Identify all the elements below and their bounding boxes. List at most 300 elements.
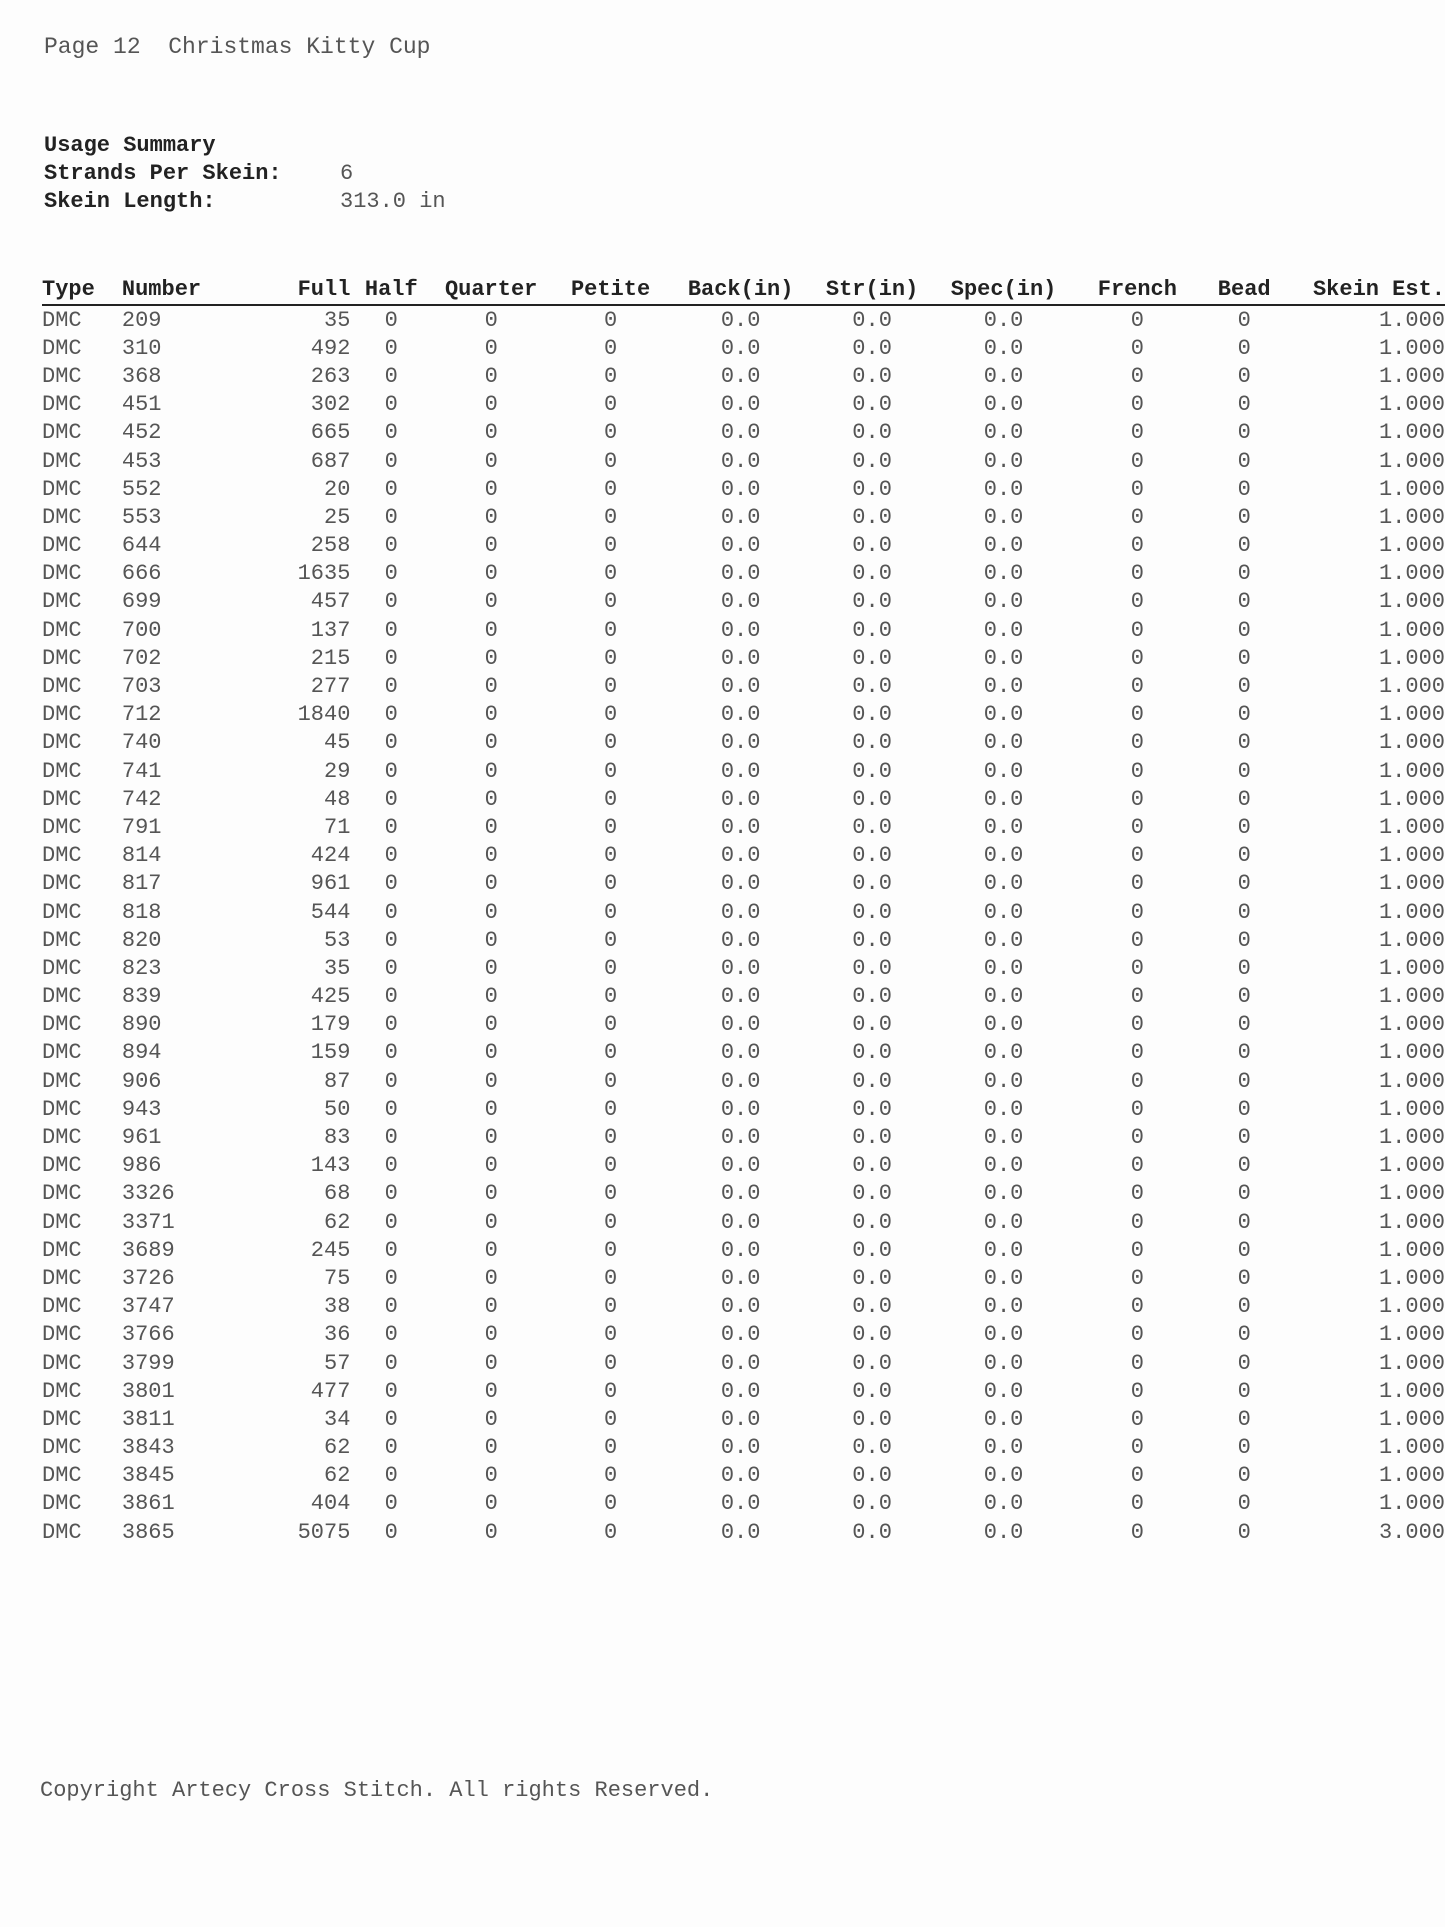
- cell-type: DMC: [42, 1406, 82, 1432]
- cell-skein-est: 1.000: [1378, 814, 1445, 840]
- cell-type: DMC: [42, 363, 82, 389]
- cell-number: 820: [121, 927, 162, 953]
- table-row: [42, 1405, 1445, 1433]
- cell-back: 0.0: [720, 1096, 761, 1122]
- cell-str: 0.0: [852, 1012, 892, 1038]
- cell-number: 700: [121, 617, 162, 643]
- cell-type: DMC: [42, 1096, 82, 1122]
- cell-full: 215: [310, 645, 351, 671]
- cell-bead: 0: [1237, 814, 1251, 840]
- usage-summary: [44, 132, 446, 216]
- cell-petite: 0: [603, 533, 618, 559]
- cell-str: 0.0: [852, 871, 892, 897]
- cell-spec: 0.0: [983, 1265, 1024, 1291]
- cell-number: 712: [121, 702, 162, 728]
- cell-skein-est: 1.000: [1378, 1181, 1445, 1207]
- col-header-petite: Petite: [550, 274, 671, 305]
- cell-skein-est: 1.000: [1378, 363, 1445, 389]
- table-row: [42, 334, 1445, 362]
- cell-petite: 0: [603, 1068, 618, 1094]
- cell-bead: 0: [1237, 1209, 1251, 1235]
- table-row: [42, 419, 1445, 447]
- cell-back: 0.0: [720, 1153, 761, 1179]
- cell-half: 0: [384, 1350, 398, 1376]
- cell-full: 687: [310, 448, 351, 474]
- cell-back: 0.0: [720, 448, 761, 474]
- copyright-footer: Copyright Artecy Cross Stitch. All rights Reserved.: [40, 1778, 714, 1803]
- cell-type: DMC: [42, 1294, 82, 1320]
- cell-french: 0: [1130, 674, 1144, 700]
- cell-skein-est: 1.000: [1378, 1125, 1445, 1151]
- cell-number: 894: [121, 1040, 162, 1066]
- cell-petite: 0: [603, 1294, 618, 1320]
- cell-full: 179: [310, 1012, 351, 1038]
- cell-petite: 0: [603, 448, 618, 474]
- cell-french: 0: [1130, 730, 1144, 756]
- cell-petite: 0: [603, 589, 618, 615]
- cell-skein-est: 1.000: [1378, 1350, 1445, 1376]
- cell-full: 263: [310, 363, 351, 389]
- cell-type: DMC: [42, 392, 82, 418]
- cell-full: 492: [310, 335, 351, 361]
- cell-half: 0: [384, 984, 398, 1010]
- cell-back: 0.0: [720, 1322, 761, 1348]
- cell-skein-est: 1.000: [1378, 1209, 1445, 1235]
- cell-petite: 0: [603, 392, 618, 418]
- cell-half: 0: [384, 1519, 398, 1545]
- cell-bead: 0: [1237, 674, 1251, 700]
- cell-skein-est: 1.000: [1378, 1265, 1445, 1291]
- cell-french: 0: [1130, 1153, 1144, 1179]
- cell-spec: 0.0: [983, 843, 1024, 869]
- cell-skein-est: 1.000: [1378, 1068, 1445, 1094]
- cell-half: 0: [384, 786, 398, 812]
- cell-petite: 0: [603, 674, 618, 700]
- cell-back: 0.0: [720, 1125, 761, 1151]
- cell-spec: 0.0: [983, 1209, 1024, 1235]
- cell-quarter: 0: [484, 1237, 498, 1263]
- cell-back: 0.0: [720, 363, 761, 389]
- cell-str: 0.0: [852, 786, 892, 812]
- cell-number: 839: [121, 984, 162, 1010]
- cell-skein-est: 1.000: [1378, 561, 1445, 587]
- cell-number: 3689: [121, 1237, 175, 1263]
- strands-value: 6: [340, 161, 354, 186]
- cell-skein-est: 1.000: [1378, 448, 1445, 474]
- cell-type: DMC: [42, 786, 82, 812]
- cell-str: 0.0: [852, 645, 892, 671]
- table-row: [42, 1067, 1445, 1095]
- cell-petite: 0: [603, 984, 618, 1010]
- col-header-spec: Spec(in): [934, 274, 1073, 305]
- table-row: [42, 475, 1445, 503]
- cell-bead: 0: [1237, 955, 1251, 981]
- cell-spec: 0.0: [983, 1237, 1024, 1263]
- cell-back: 0.0: [720, 1435, 761, 1461]
- cell-skein-est: 1.000: [1378, 1463, 1445, 1489]
- cell-back: 0.0: [720, 1378, 761, 1404]
- cell-petite: 0: [603, 1519, 618, 1545]
- cell-french: 0: [1130, 476, 1144, 502]
- document-title: Christmas Kitty Cup: [168, 34, 431, 60]
- col-header-number: Number: [122, 274, 228, 305]
- table-row: [42, 1039, 1445, 1067]
- table-row: [42, 1152, 1445, 1180]
- table-row: [42, 532, 1445, 560]
- cell-bead: 0: [1237, 1012, 1251, 1038]
- cell-type: DMC: [42, 617, 82, 643]
- cell-french: 0: [1130, 1040, 1144, 1066]
- cell-half: 0: [384, 1012, 398, 1038]
- cell-french: 0: [1130, 1350, 1144, 1376]
- cell-number: 3845: [121, 1463, 175, 1489]
- cell-skein-est: 1.000: [1378, 645, 1445, 671]
- cell-petite: 0: [603, 335, 618, 361]
- cell-skein-est: 1.000: [1378, 1096, 1445, 1122]
- cell-half: 0: [384, 1378, 398, 1404]
- cell-half: 0: [384, 814, 398, 840]
- cell-skein-est: 1.000: [1378, 420, 1445, 446]
- cell-spec: 0.0: [983, 786, 1024, 812]
- cell-french: 0: [1130, 814, 1144, 840]
- cell-french: 0: [1130, 1378, 1144, 1404]
- cell-half: 0: [384, 420, 398, 446]
- cell-spec: 0.0: [983, 448, 1024, 474]
- cell-str: 0.0: [852, 927, 892, 953]
- cell-quarter: 0: [484, 1209, 498, 1235]
- cell-back: 0.0: [720, 1237, 761, 1263]
- cell-back: 0.0: [720, 674, 761, 700]
- table-row: [42, 870, 1445, 898]
- cell-skein-est: 1.000: [1378, 674, 1445, 700]
- table-row: [42, 1490, 1445, 1518]
- cell-spec: 0.0: [983, 1519, 1024, 1545]
- table-row: [42, 1180, 1445, 1208]
- cell-petite: 0: [603, 1491, 618, 1517]
- cell-bead: 0: [1237, 1322, 1251, 1348]
- cell-french: 0: [1130, 758, 1144, 784]
- cell-str: 0.0: [852, 476, 892, 502]
- cell-french: 0: [1130, 1294, 1144, 1320]
- cell-bead: 0: [1237, 927, 1251, 953]
- cell-str: 0.0: [852, 843, 892, 869]
- cell-half: 0: [384, 955, 398, 981]
- summary-title: Usage Summary: [44, 133, 216, 158]
- cell-bead: 0: [1237, 617, 1251, 643]
- cell-half: 0: [384, 533, 398, 559]
- cell-str: 0.0: [852, 307, 892, 333]
- cell-back: 0.0: [720, 1181, 761, 1207]
- cell-number: 3326: [121, 1181, 175, 1207]
- cell-number: 452: [121, 420, 162, 446]
- cell-type: DMC: [42, 561, 82, 587]
- cell-back: 0.0: [720, 1294, 761, 1320]
- cell-quarter: 0: [484, 843, 498, 869]
- cell-quarter: 0: [484, 504, 498, 530]
- table-row: [42, 983, 1445, 1011]
- cell-french: 0: [1130, 1237, 1144, 1263]
- cell-bead: 0: [1237, 899, 1251, 925]
- usage-table: [42, 274, 1445, 1546]
- cell-str: 0.0: [852, 533, 892, 559]
- table-row: [42, 954, 1445, 982]
- table-row: [42, 560, 1445, 588]
- table-row: [42, 757, 1445, 785]
- cell-french: 0: [1130, 1209, 1144, 1235]
- cell-type: DMC: [42, 1012, 82, 1038]
- cell-quarter: 0: [484, 1406, 498, 1432]
- cell-french: 0: [1130, 1012, 1144, 1038]
- cell-quarter: 0: [484, 420, 498, 446]
- cell-str: 0.0: [852, 420, 892, 446]
- cell-quarter: 0: [484, 674, 498, 700]
- cell-french: 0: [1130, 363, 1144, 389]
- cell-petite: 0: [603, 927, 618, 953]
- cell-type: DMC: [42, 476, 82, 502]
- cell-number: 3726: [121, 1265, 175, 1291]
- cell-back: 0.0: [720, 702, 761, 728]
- cell-skein-est: 1.000: [1378, 476, 1445, 502]
- cell-half: 0: [384, 1265, 398, 1291]
- cell-back: 0.0: [720, 899, 761, 925]
- cell-petite: 0: [603, 1125, 618, 1151]
- cell-spec: 0.0: [983, 1463, 1024, 1489]
- cell-full: 68: [324, 1181, 351, 1207]
- cell-full: 258: [310, 533, 351, 559]
- cell-french: 0: [1130, 1406, 1144, 1432]
- strands-label: Strands Per Skein:: [44, 161, 282, 186]
- cell-quarter: 0: [484, 448, 498, 474]
- cell-half: 0: [384, 504, 398, 530]
- cell-quarter: 0: [484, 814, 498, 840]
- cell-bead: 0: [1237, 1125, 1251, 1151]
- cell-full: 71: [324, 814, 351, 840]
- cell-full: 83: [324, 1125, 351, 1151]
- cell-spec: 0.0: [983, 420, 1024, 446]
- table-row: [42, 1462, 1445, 1490]
- cell-spec: 0.0: [983, 758, 1024, 784]
- cell-str: 0.0: [852, 1350, 892, 1376]
- cell-half: 0: [384, 843, 398, 869]
- cell-full: 424: [310, 843, 351, 869]
- cell-quarter: 0: [484, 335, 498, 361]
- cell-quarter: 0: [484, 1181, 498, 1207]
- table-row: [42, 701, 1445, 729]
- cell-skein-est: 1.000: [1378, 871, 1445, 897]
- cell-half: 0: [384, 1294, 398, 1320]
- cell-skein-est: 1.000: [1378, 533, 1445, 559]
- cell-bead: 0: [1237, 1153, 1251, 1179]
- cell-skein-est: 1.000: [1378, 392, 1445, 418]
- cell-spec: 0.0: [983, 1012, 1024, 1038]
- cell-back: 0.0: [720, 1265, 761, 1291]
- cell-spec: 0.0: [983, 984, 1024, 1010]
- cell-number: 552: [121, 476, 162, 502]
- cell-petite: 0: [603, 1237, 618, 1263]
- cell-french: 0: [1130, 533, 1144, 559]
- cell-number: 310: [121, 335, 162, 361]
- table-row: [42, 1095, 1445, 1123]
- table-row: [42, 305, 1445, 334]
- cell-back: 0.0: [720, 814, 761, 840]
- cell-spec: 0.0: [983, 504, 1024, 530]
- cell-quarter: 0: [484, 476, 498, 502]
- cell-quarter: 0: [484, 589, 498, 615]
- cell-bead: 0: [1237, 1265, 1251, 1291]
- cell-number: 3843: [121, 1435, 175, 1461]
- cell-bead: 0: [1237, 1350, 1251, 1376]
- cell-french: 0: [1130, 786, 1144, 812]
- cell-spec: 0.0: [983, 730, 1024, 756]
- cell-spec: 0.0: [983, 1406, 1024, 1432]
- cell-bead: 0: [1237, 1406, 1251, 1432]
- cell-quarter: 0: [484, 392, 498, 418]
- cell-full: 1840: [297, 702, 351, 728]
- cell-str: 0.0: [852, 1209, 892, 1235]
- cell-number: 209: [121, 307, 162, 333]
- cell-french: 0: [1130, 645, 1144, 671]
- cell-quarter: 0: [484, 645, 498, 671]
- cell-type: DMC: [42, 589, 82, 615]
- cell-number: 741: [121, 758, 162, 784]
- cell-half: 0: [384, 645, 398, 671]
- table-row: [42, 813, 1445, 841]
- cell-bead: 0: [1237, 504, 1251, 530]
- cell-spec: 0.0: [983, 533, 1024, 559]
- cell-half: 0: [384, 899, 398, 925]
- table-row: [42, 1377, 1445, 1405]
- cell-spec: 0.0: [983, 1096, 1024, 1122]
- cell-french: 0: [1130, 871, 1144, 897]
- cell-french: 0: [1130, 702, 1144, 728]
- cell-french: 0: [1130, 504, 1144, 530]
- cell-spec: 0.0: [983, 1294, 1024, 1320]
- cell-type: DMC: [42, 1378, 82, 1404]
- cell-quarter: 0: [484, 1491, 498, 1517]
- cell-str: 0.0: [852, 955, 892, 981]
- cell-back: 0.0: [720, 955, 761, 981]
- cell-str: 0.0: [852, 1153, 892, 1179]
- cell-french: 0: [1130, 561, 1144, 587]
- cell-spec: 0.0: [983, 1378, 1024, 1404]
- cell-full: 245: [310, 1237, 351, 1263]
- cell-full: 38: [324, 1294, 351, 1320]
- cell-str: 0.0: [852, 392, 892, 418]
- cell-half: 0: [384, 1181, 398, 1207]
- cell-back: 0.0: [720, 927, 761, 953]
- cell-french: 0: [1130, 307, 1144, 333]
- cell-french: 0: [1130, 392, 1144, 418]
- cell-spec: 0.0: [983, 335, 1024, 361]
- cell-petite: 0: [603, 1322, 618, 1348]
- cell-full: 34: [324, 1406, 351, 1432]
- cell-number: 961: [121, 1125, 162, 1151]
- cell-number: 3799: [121, 1350, 175, 1376]
- cell-skein-est: 1.000: [1378, 1294, 1445, 1320]
- cell-str: 0.0: [852, 1125, 892, 1151]
- cell-quarter: 0: [484, 1125, 498, 1151]
- cell-quarter: 0: [484, 984, 498, 1010]
- col-header-type: Type: [42, 274, 122, 305]
- cell-full: 62: [324, 1209, 351, 1235]
- cell-type: DMC: [42, 1322, 82, 1348]
- cell-back: 0.0: [720, 871, 761, 897]
- cell-back: 0.0: [720, 617, 761, 643]
- cell-skein-est: 1.000: [1378, 1322, 1445, 1348]
- cell-petite: 0: [603, 1012, 618, 1038]
- cell-bead: 0: [1237, 335, 1251, 361]
- cell-full: 143: [310, 1153, 351, 1179]
- cell-type: DMC: [42, 758, 82, 784]
- cell-petite: 0: [603, 1435, 618, 1461]
- cell-spec: 0.0: [983, 1435, 1024, 1461]
- cell-full: 87: [324, 1068, 351, 1094]
- cell-skein-est: 1.000: [1378, 1040, 1445, 1066]
- cell-petite: 0: [603, 1181, 618, 1207]
- cell-quarter: 0: [484, 1463, 498, 1489]
- cell-skein-est: 3.000: [1378, 1519, 1445, 1545]
- cell-french: 0: [1130, 843, 1144, 869]
- cell-full: 137: [310, 617, 351, 643]
- cell-skein-est: 1.000: [1378, 1378, 1445, 1404]
- cell-quarter: 0: [484, 1378, 498, 1404]
- cell-petite: 0: [603, 814, 618, 840]
- cell-spec: 0.0: [983, 589, 1024, 615]
- cell-quarter: 0: [484, 1435, 498, 1461]
- cell-quarter: 0: [484, 363, 498, 389]
- cell-half: 0: [384, 1068, 398, 1094]
- cell-str: 0.0: [852, 504, 892, 530]
- cell-type: DMC: [42, 984, 82, 1010]
- cell-french: 0: [1130, 984, 1144, 1010]
- cell-full: 457: [310, 589, 351, 615]
- cell-bead: 0: [1237, 1096, 1251, 1122]
- table-row: [42, 1434, 1445, 1462]
- cell-skein-est: 1.000: [1378, 955, 1445, 981]
- cell-petite: 0: [603, 617, 618, 643]
- cell-number: 3766: [121, 1322, 175, 1348]
- cell-str: 0.0: [852, 617, 892, 643]
- cell-petite: 0: [603, 1350, 618, 1376]
- cell-str: 0.0: [852, 1378, 892, 1404]
- cell-bead: 0: [1237, 758, 1251, 784]
- cell-type: DMC: [42, 1040, 82, 1066]
- col-header-full: Full: [228, 274, 351, 305]
- cell-number: 943: [121, 1096, 162, 1122]
- cell-bead: 0: [1237, 476, 1251, 502]
- cell-back: 0.0: [720, 476, 761, 502]
- cell-bead: 0: [1237, 533, 1251, 559]
- cell-str: 0.0: [852, 730, 892, 756]
- cell-quarter: 0: [484, 1294, 498, 1320]
- cell-bead: 0: [1237, 363, 1251, 389]
- cell-back: 0.0: [720, 1040, 761, 1066]
- cell-spec: 0.0: [983, 702, 1024, 728]
- cell-skein-est: 1.000: [1378, 730, 1445, 756]
- cell-spec: 0.0: [983, 927, 1024, 953]
- cell-full: 50: [324, 1096, 351, 1122]
- cell-french: 0: [1130, 1265, 1144, 1291]
- cell-spec: 0.0: [983, 1153, 1024, 1179]
- cell-str: 0.0: [852, 1068, 892, 1094]
- cell-number: 818: [121, 899, 162, 925]
- table-row: [42, 785, 1445, 813]
- cell-quarter: 0: [484, 1350, 498, 1376]
- cell-full: 53: [324, 927, 351, 953]
- cell-quarter: 0: [484, 702, 498, 728]
- cell-type: DMC: [42, 448, 82, 474]
- cell-type: DMC: [42, 814, 82, 840]
